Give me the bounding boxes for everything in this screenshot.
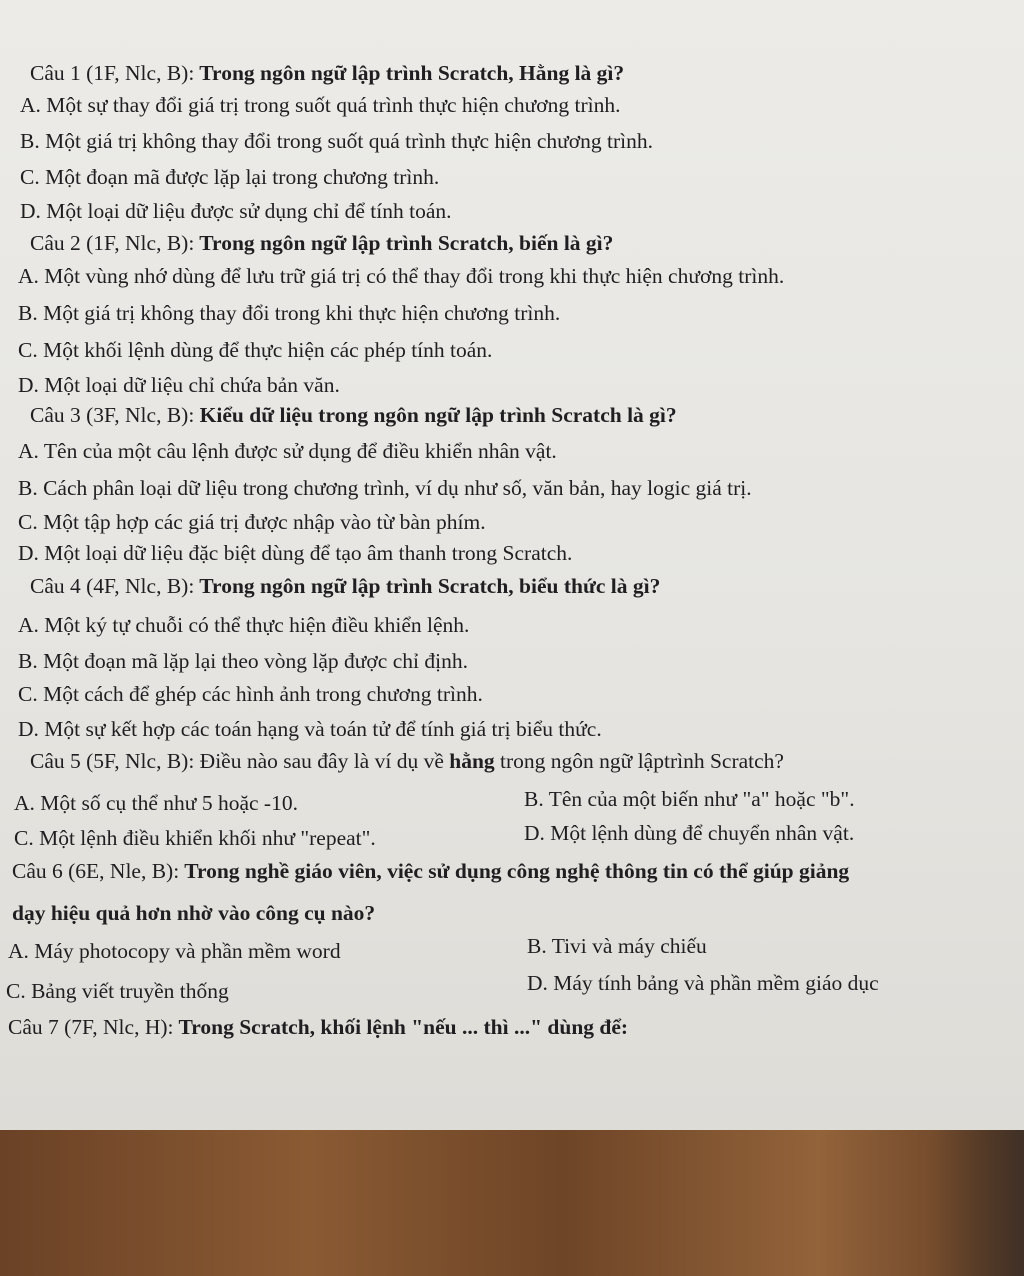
question-1-option-a: A. Một sự thay đổi giá trị trong suốt quá trình thực hiện chương trình. bbox=[20, 93, 621, 117]
question-6-label: Câu 6 (6E, Nle, B): bbox=[12, 859, 180, 883]
question-5-stem-start: Điều nào sau đây là ví dụ về bbox=[199, 749, 450, 773]
question-2-heading bbox=[30, 230, 613, 256]
wooden-desk bbox=[0, 1130, 1024, 1276]
question-6-option-d: D. Máy tính bảng và phần mềm giáo dục bbox=[527, 971, 879, 995]
question-3-stem: Kiểu dữ liệu trong ngôn ngữ lập trình Scratch là gì? bbox=[199, 403, 677, 427]
question-5-heading bbox=[30, 748, 784, 774]
question-3-option-b: B. Cách phân loại dữ liệu trong chương trình, ví dụ như số, văn bản, hay logic giá trị. bbox=[18, 476, 752, 500]
question-1-stem: Trong ngôn ngữ lập trình Scratch, Hằng là gì? bbox=[199, 61, 625, 85]
question-5-option-b: B. Tên của một biến như "a" hoặc "b". bbox=[524, 787, 855, 811]
question-2-label: Câu 2 (1F, Nlc, B): bbox=[30, 231, 195, 255]
question-2-option-a: A. Một vùng nhớ dùng để lưu trữ giá trị có thể thay đổi trong khi thực hiện chương trình. bbox=[18, 264, 785, 288]
question-3-option-c: C. Một tập hợp các giá trị được nhập vào từ bàn phím. bbox=[18, 510, 486, 534]
question-7-stem: Trong Scratch, khối lệnh "nếu ... thì ..." dùng để: bbox=[178, 1015, 629, 1039]
question-5-option-c: C. Một lệnh điều khiển khối như "repeat". bbox=[14, 826, 376, 850]
question-4-option-b: B. Một đoạn mã lặp lại theo vòng lặp được chỉ định. bbox=[18, 649, 468, 673]
question-4-option-d: D. Một sự kết hợp các toán hạng và toán tử để tính giá trị biểu thức. bbox=[18, 717, 602, 741]
question-1-heading bbox=[30, 60, 624, 86]
question-2-stem: Trong ngôn ngữ lập trình Scratch, biến là gì? bbox=[199, 231, 614, 255]
question-3-option-a: A. Tên của một câu lệnh được sử dụng để điều khiển nhân vật. bbox=[18, 439, 557, 463]
question-6-heading bbox=[12, 858, 849, 884]
question-4-option-a: A. Một ký tự chuỗi có thể thực hiện điều khiển lệnh. bbox=[18, 613, 470, 637]
question-3-heading bbox=[30, 402, 677, 428]
question-2-option-b: B. Một giá trị không thay đổi trong khi thực hiện chương trình. bbox=[18, 301, 561, 325]
question-1-option-b: B. Một giá trị không thay đổi trong suốt quá trình thực hiện chương trình. bbox=[20, 129, 654, 153]
question-4-heading bbox=[30, 573, 660, 599]
question-6-option-b: B. Tivi và máy chiếu bbox=[527, 934, 707, 958]
question-7-label: Câu 7 (7F, Nlc, H): bbox=[8, 1015, 174, 1039]
question-1-option-d: D. Một loại dữ liệu được sử dụng chỉ để tính toán. bbox=[20, 199, 452, 223]
question-7-heading bbox=[8, 1014, 628, 1040]
question-4-label: Câu 4 (4F, Nlc, B): bbox=[30, 574, 195, 598]
question-2-option-c: C. Một khối lệnh dùng để thực hiện các phép tính toán. bbox=[18, 338, 493, 362]
desk-shadow bbox=[934, 1130, 1024, 1276]
question-6-stem: Trong nghề giáo viên, việc sử dụng công nghệ thông tin có thể giúp giảng bbox=[184, 859, 850, 883]
question-3-option-d: D. Một loại dữ liệu đặc biệt dùng để tạo âm thanh trong Scratch. bbox=[18, 541, 573, 565]
question-5-stem-end: trong ngôn ngữ lậptrình Scratch? bbox=[494, 749, 784, 773]
question-6-option-c: C. Bảng viết truyền thống bbox=[6, 979, 229, 1003]
question-4-option-c: C. Một cách để ghép các hình ảnh trong chương trình. bbox=[18, 682, 483, 706]
question-1-option-c: C. Một đoạn mã được lặp lại trong chương trình. bbox=[20, 165, 440, 189]
question-2-option-d: D. Một loại dữ liệu chỉ chứa bản văn. bbox=[18, 373, 340, 397]
question-6-stem-line2: dạy hiệu quả hơn nhờ vào công cụ nào? bbox=[12, 901, 376, 925]
question-3-label: Câu 3 (3F, Nlc, B): bbox=[30, 403, 195, 427]
question-1-label: Câu 1 (1F, Nlc, B): bbox=[30, 61, 195, 85]
question-5-option-d: D. Một lệnh dùng để chuyển nhân vật. bbox=[524, 821, 855, 845]
question-5-label: Câu 5 (5F, Nlc, B): bbox=[30, 749, 195, 773]
question-5-stem-keyword: hằng bbox=[449, 749, 495, 773]
question-4-stem: Trong ngôn ngữ lập trình Scratch, biểu thức là gì? bbox=[199, 574, 661, 598]
question-5-option-a: A. Một số cụ thể như 5 hoặc -10. bbox=[14, 791, 298, 815]
question-6-option-a: A. Máy photocopy và phần mềm word bbox=[8, 939, 341, 963]
